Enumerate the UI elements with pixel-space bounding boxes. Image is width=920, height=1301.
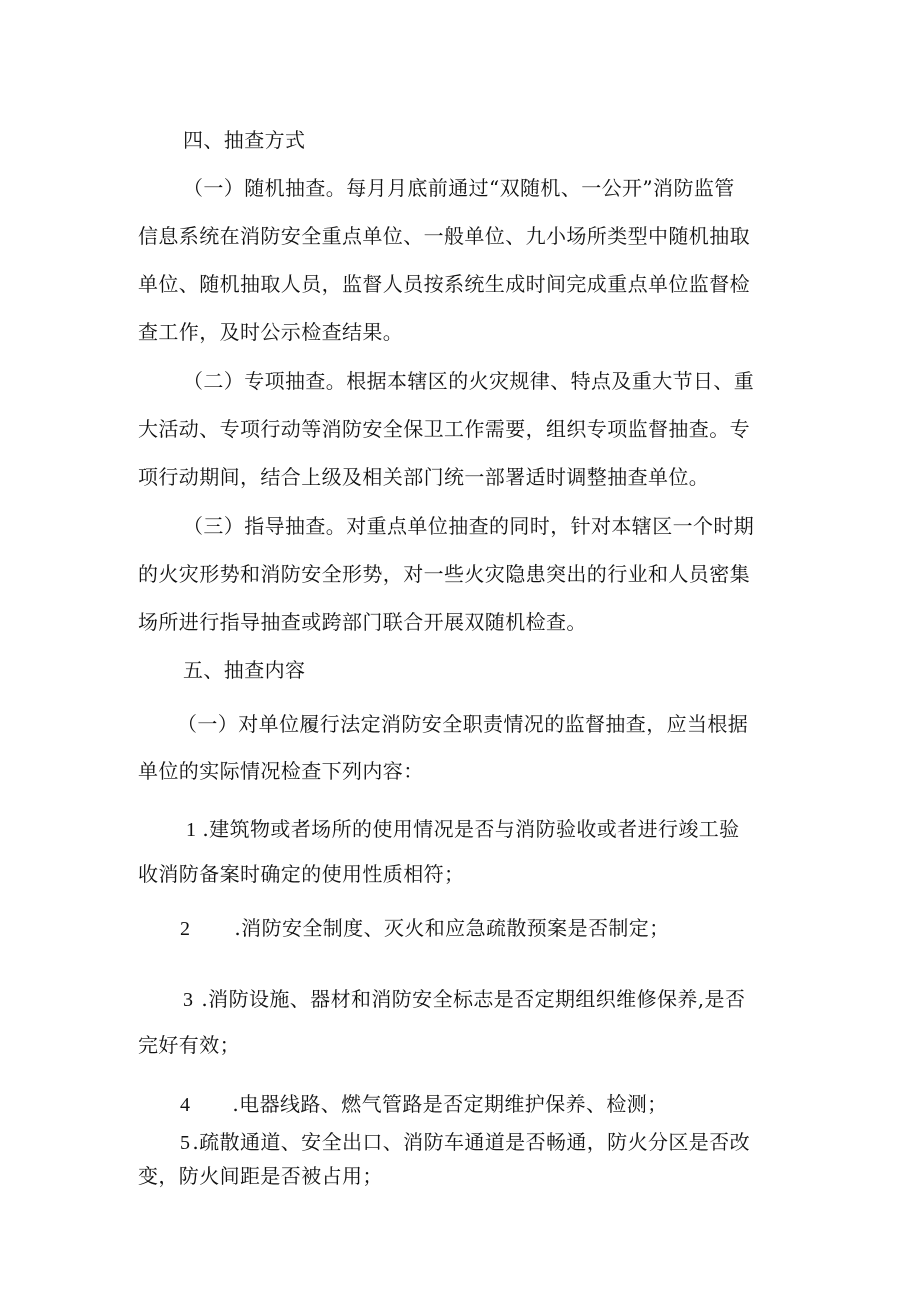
paragraph-line: 信息系统在消防安全重点单位、一般单位、九小场所类型中随机抽取 <box>138 224 750 248</box>
list-item-3 <box>183 985 745 1014</box>
paragraph-line: 单位、随机抽取人员，监督人员按系统生成时间完成重点单位监督检 <box>138 272 750 296</box>
list-item-4 <box>180 1090 668 1119</box>
list-item-number: 4 <box>180 1094 191 1116</box>
list-item-text: .疏散通道、安全出口、消防车通道是否畅通，防火分区是否改 <box>192 1130 750 1154</box>
paragraph-line: （一）对单位履行法定消防安全职责情况的监督抽查，应当根据 <box>177 712 749 736</box>
list-item-number: 2 <box>180 918 191 940</box>
list-item-text: .消防设施、器材和消防安全标志是否定期组织维修保养,是否 <box>201 987 746 1011</box>
list-item-number: 1 <box>186 819 197 841</box>
paragraph-line: 查工作，及时公示检查结果。 <box>138 320 404 344</box>
list-item-continuation: 变，防火间距是否被占用； <box>138 1164 383 1188</box>
paragraph-line: （二）专项抽查。根据本辖区的火灾规律、特点及重大节日、重 <box>183 369 755 393</box>
paragraph-line: 单位的实际情况检查下列内容： <box>138 759 424 783</box>
list-item-number: 5 <box>180 1132 191 1154</box>
paragraph-line: （一）随机抽查。每月月底前通过“双随机、一公开”消防监管 <box>183 176 735 200</box>
list-item-text: .消防安全制度、灭火和应急疏散预案是否制定； <box>234 916 670 940</box>
paragraph-line: （三）指导抽查。对重点单位抽查的同时，针对本辖区一个时期 <box>183 514 755 538</box>
paragraph-line: 的火灾形势和消防安全形势，对一些火灾隐患突出的行业和人员密集 <box>138 562 750 586</box>
list-item-number: 3 <box>183 989 194 1011</box>
list-item-2 <box>180 914 670 943</box>
paragraph-line: 场所进行指导抽查或跨部门联合开展双随机检查。 <box>138 610 587 634</box>
section-heading-5: 五、抽查内容 <box>183 658 306 682</box>
list-item-text: .电器线路、燃气管路是否定期维护保养、检测； <box>232 1092 668 1116</box>
paragraph-line: 大活动、专项行动等消防安全保卫工作需要，组织专项监督抽查。专 <box>138 417 750 441</box>
list-item-text: .建筑物或者场所的使用情况是否与消防验收或者进行竣工验 <box>202 817 740 841</box>
list-item-1 <box>186 815 740 844</box>
section-heading-4: 四、抽查方式 <box>183 128 306 152</box>
list-item-5 <box>180 1128 750 1157</box>
list-item-continuation: 完好有效； <box>138 1033 240 1057</box>
paragraph-line: 项行动期间，结合上级及相关部门统一部署适时调整抽查单位。 <box>138 465 710 489</box>
list-item-continuation: 收消防备案时确定的使用性质相符； <box>138 862 465 886</box>
